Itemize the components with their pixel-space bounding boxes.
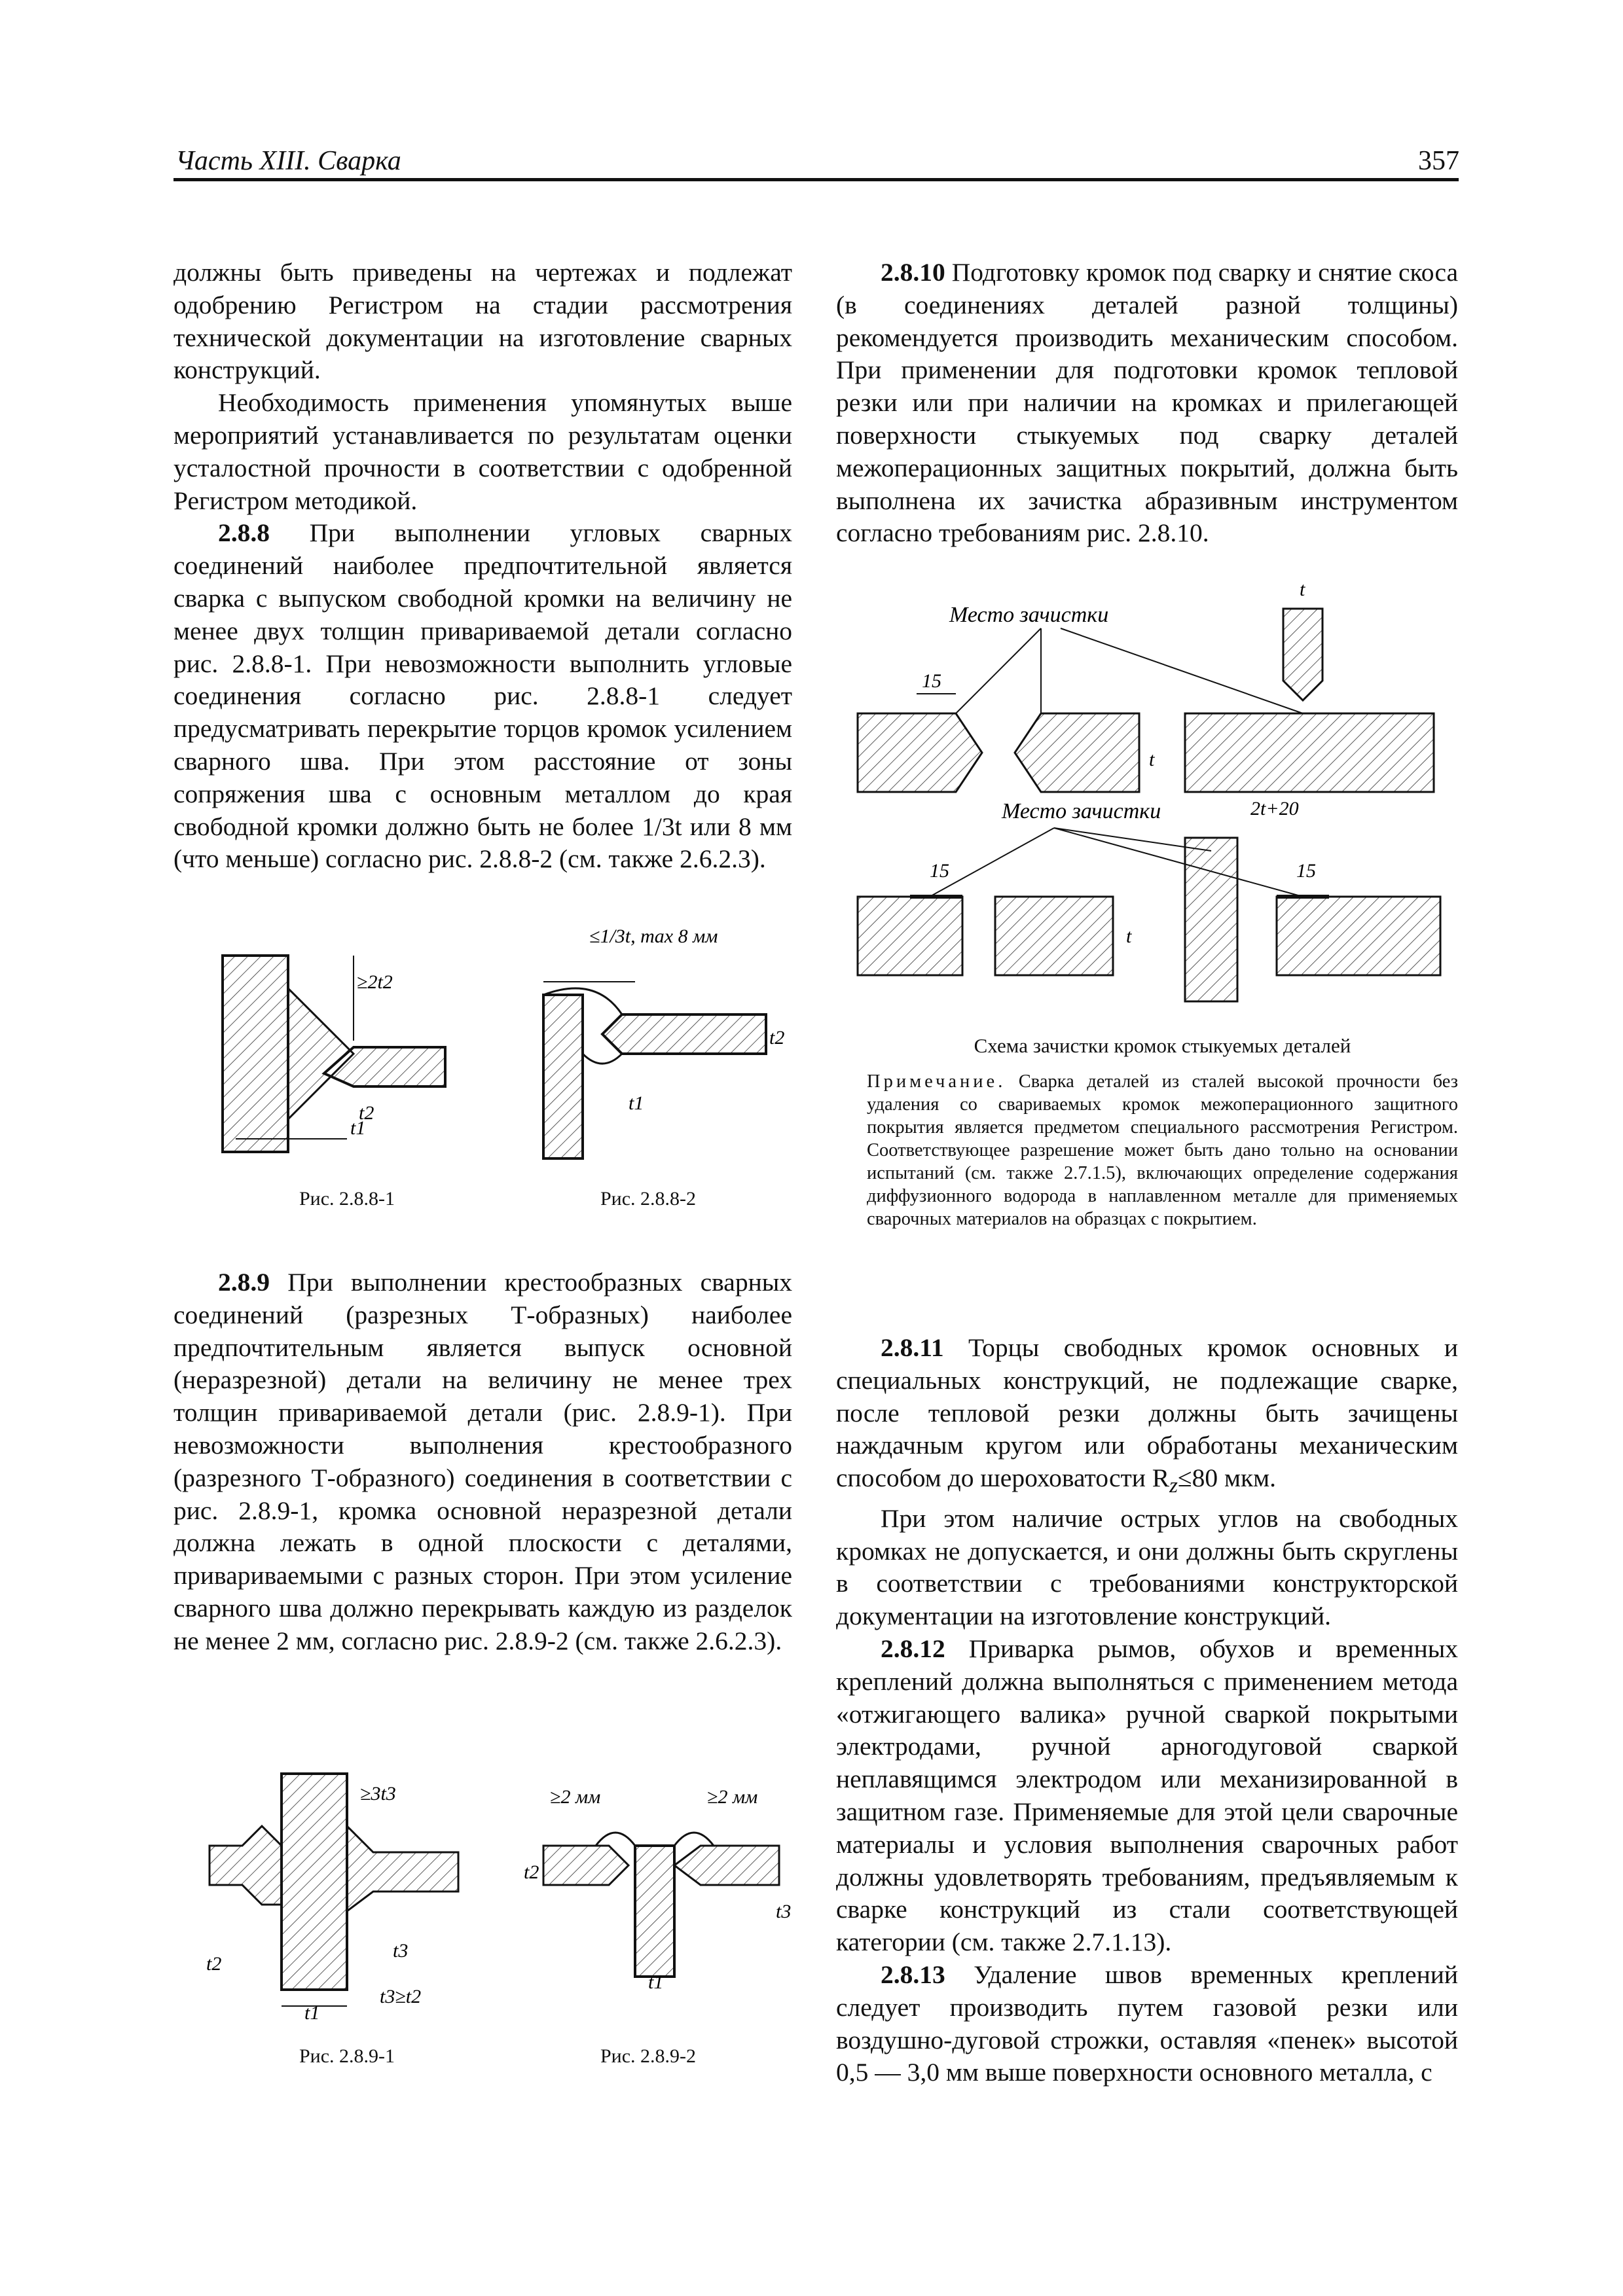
label-t3: t3	[776, 1901, 792, 1922]
label-2mm-right: ≥2 мм	[707, 1786, 758, 1808]
label-t2: t2	[524, 1861, 539, 1883]
left-column-bottom	[173, 1266, 792, 1658]
section-number: 2.8.8	[218, 518, 270, 548]
paragraph: должны быть приведены на чертежах и подлежат одобрению Регистром на стадии рассмотрения технической документации на изготовление сварных конструкций.	[173, 258, 792, 385]
label-t1: t1	[648, 1971, 664, 1990]
figure-2-8-8-1	[196, 942, 484, 1165]
figure-2-8-8-2	[517, 916, 792, 1165]
paragraph-2-8-10: 2.8.10 Подготовку кромок под сварку и снятие скоса (в соединениях деталей разной толщины) рекомендуется производить механическим способом. При применении для подготовки кромок тепловой резки или при наличии на кромках и прилегающей поверхности стыкуемых под сварку деталей межоперационных защитных покрытий, должна быть выполнена их зачистка абразивным инструментом согласно требованиям рис. 2.8.10.	[836, 258, 1458, 548]
figure-2-8-9-2	[517, 1774, 792, 1990]
label-max: ≤1/3t, max 8 мм	[589, 925, 718, 947]
paragraph: При этом наличие острых углов на свободных кромках не допускается, и они должны быть скруглены в соответствии с требованиями конструкторской документации на изготовление конструкций.	[836, 1503, 1458, 1631]
section-number: 2.8.9	[218, 1268, 270, 1297]
paragraph-2-8-8: 2.8.8 При выполнении угловых сварных соединений наиболее предпочтительной является сварка с выпуском свободной кромки на величину не менее двух толщин привариваемой детали согласно рис. 2.8.8-1. При невозможности выполнить угловые соединения согласно рис. 2.8.8-1 следует предусматривать перекрытие торцов кромок усилением сварного шва. При этом расстояние от зоны сопряжения шва с основным металлом до края свободной кромки должно быть не более 1/3t или 8 мм (что меньше) согласно рис. 2.8.8-2 (см. также 2.6.2.3).	[173, 518, 792, 874]
section-number: 2.8.11	[881, 1333, 944, 1362]
label-2t20: 2t+20	[1250, 798, 1299, 819]
label-place-top: Место зачистки	[949, 603, 1109, 627]
label-2t2: ≥2t2	[357, 971, 393, 993]
section-number: 2.8.12	[881, 1634, 945, 1664]
note	[867, 1070, 1458, 1230]
caption-2-8-8-1: Рис. 2.8.8-1	[299, 1188, 395, 1210]
left-column-top	[173, 257, 792, 876]
paragraph-2-8-13: 2.8.13 Удаление швов временных креплений следует производить путем газовой резки или воздушно-дуговой строжки, оставляя «пенек» высотой 0,5 — 3,0 мм выше поверхности основного металла, с	[836, 1960, 1458, 2087]
caption-2-8-8-2: Рис. 2.8.8-2	[600, 1188, 697, 1210]
caption-2-8-10: Схема зачистки кромок стыкуемых деталей	[974, 1034, 1351, 1057]
caption-2-8-9-1: Рис. 2.8.9-1	[299, 2045, 395, 2067]
label-t1: t1	[629, 1092, 644, 1114]
paragraph-2-8-11: 2.8.11 Торцы свободных кромок основных и специальных конструкций, не подлежащие сварке, после тепловой резки должны быть зачищены наждачным кругом или обработаны механическим способом до шероховатости $R_z\le 80$ мкм.	[836, 1333, 1458, 1498]
label-t1: t1	[304, 2002, 320, 2022]
label-t: t	[1149, 749, 1155, 770]
label-15: 15	[922, 670, 941, 692]
label-cond: t3≥t2	[380, 1986, 422, 2007]
label-3t3: ≥3t3	[360, 1783, 396, 1804]
right-column-top	[836, 257, 1458, 550]
paragraph-2-8-12: 2.8.12 Приварка рымов, обухов и временных креплений должна выполняться с применением метода «отжигающего валика» ручной сваркой покрытыми электродами, ручной арногодуговой сваркой неплавящимся электродом или механизированной в защитном газе. Применяемые для этой цели сварочные материалы и условия выполнения сварочных работ должны удовлетворять требованиям, предъявляемым к сварке конструкций из стали соответствующей категории (см. также 2.7.1.13).	[836, 1634, 1458, 1957]
label-t2: t2	[206, 1953, 222, 1975]
right-column-bottom	[836, 1332, 1458, 2089]
label-place-bottom: Место зачистки	[1002, 799, 1161, 823]
label-15: 15	[930, 860, 949, 882]
label-15: 15	[1296, 860, 1316, 882]
header-rule	[173, 178, 1459, 181]
figure-2-8-10	[845, 576, 1453, 1008]
label-t2: t2	[359, 1102, 374, 1124]
figure-2-8-9-1	[196, 1761, 484, 2022]
label-t: t	[1300, 579, 1305, 600]
label-t3: t3	[393, 1940, 409, 1962]
label-t: t	[1126, 925, 1132, 947]
paragraph-2-8-9: 2.8.9 При выполнении крестообразных сварных соединений (разрезных Т-образных) наиболее предпочтительным является выпуск основной (неразрезной) детали на величину не менее трех толщин привариваемой детали (рис. 2.8.9-1). При невозможности выполнения крестообразного (разрезного Т-образного) соединения в соответствии с рис. 2.8.9-1, кромка основной неразрезной детали должна лежать в одной плоскости с деталями, привариваемыми с разных сторон. При этом усиление сварного шва должно перекрывать каждую из разделок не менее 2 мм, согласно рис. 2.8.9-2 (см. также 2.6.2.3).	[173, 1268, 792, 1655]
section-number: 2.8.13	[881, 1960, 945, 1990]
page-number: 357	[1418, 146, 1459, 176]
section-number: 2.8.10	[881, 258, 945, 287]
caption-2-8-9-2: Рис. 2.8.9-2	[600, 2045, 697, 2067]
label-t1: t1	[350, 1117, 366, 1139]
note-label: Примечание.	[867, 1071, 1006, 1092]
label-t2: t2	[769, 1027, 785, 1049]
running-header-title: Часть XIII. Сварка	[175, 146, 401, 176]
label-2mm-left: ≥2 мм	[550, 1786, 601, 1808]
paragraph: Необходимость применения упомянутых выше мероприятий устанавливается по результатам оценки усталостной прочности в соответствии с одобренной Регистром методикой.	[173, 388, 792, 515]
note-text: Сварка деталей из сталей высокой прочности без удаления со свариваемых кромок межоперационного защитного покрытия является предметом специального рассмотрения Регистром. Соответствующее разрешение может быть дано тольно на основании испытаний (см. также 2.7.1.5), включающих определение содержания диффузионного водорода в наплавленном металле для применяемых сварочных материалов на образцах с покрытием.	[867, 1071, 1458, 1229]
